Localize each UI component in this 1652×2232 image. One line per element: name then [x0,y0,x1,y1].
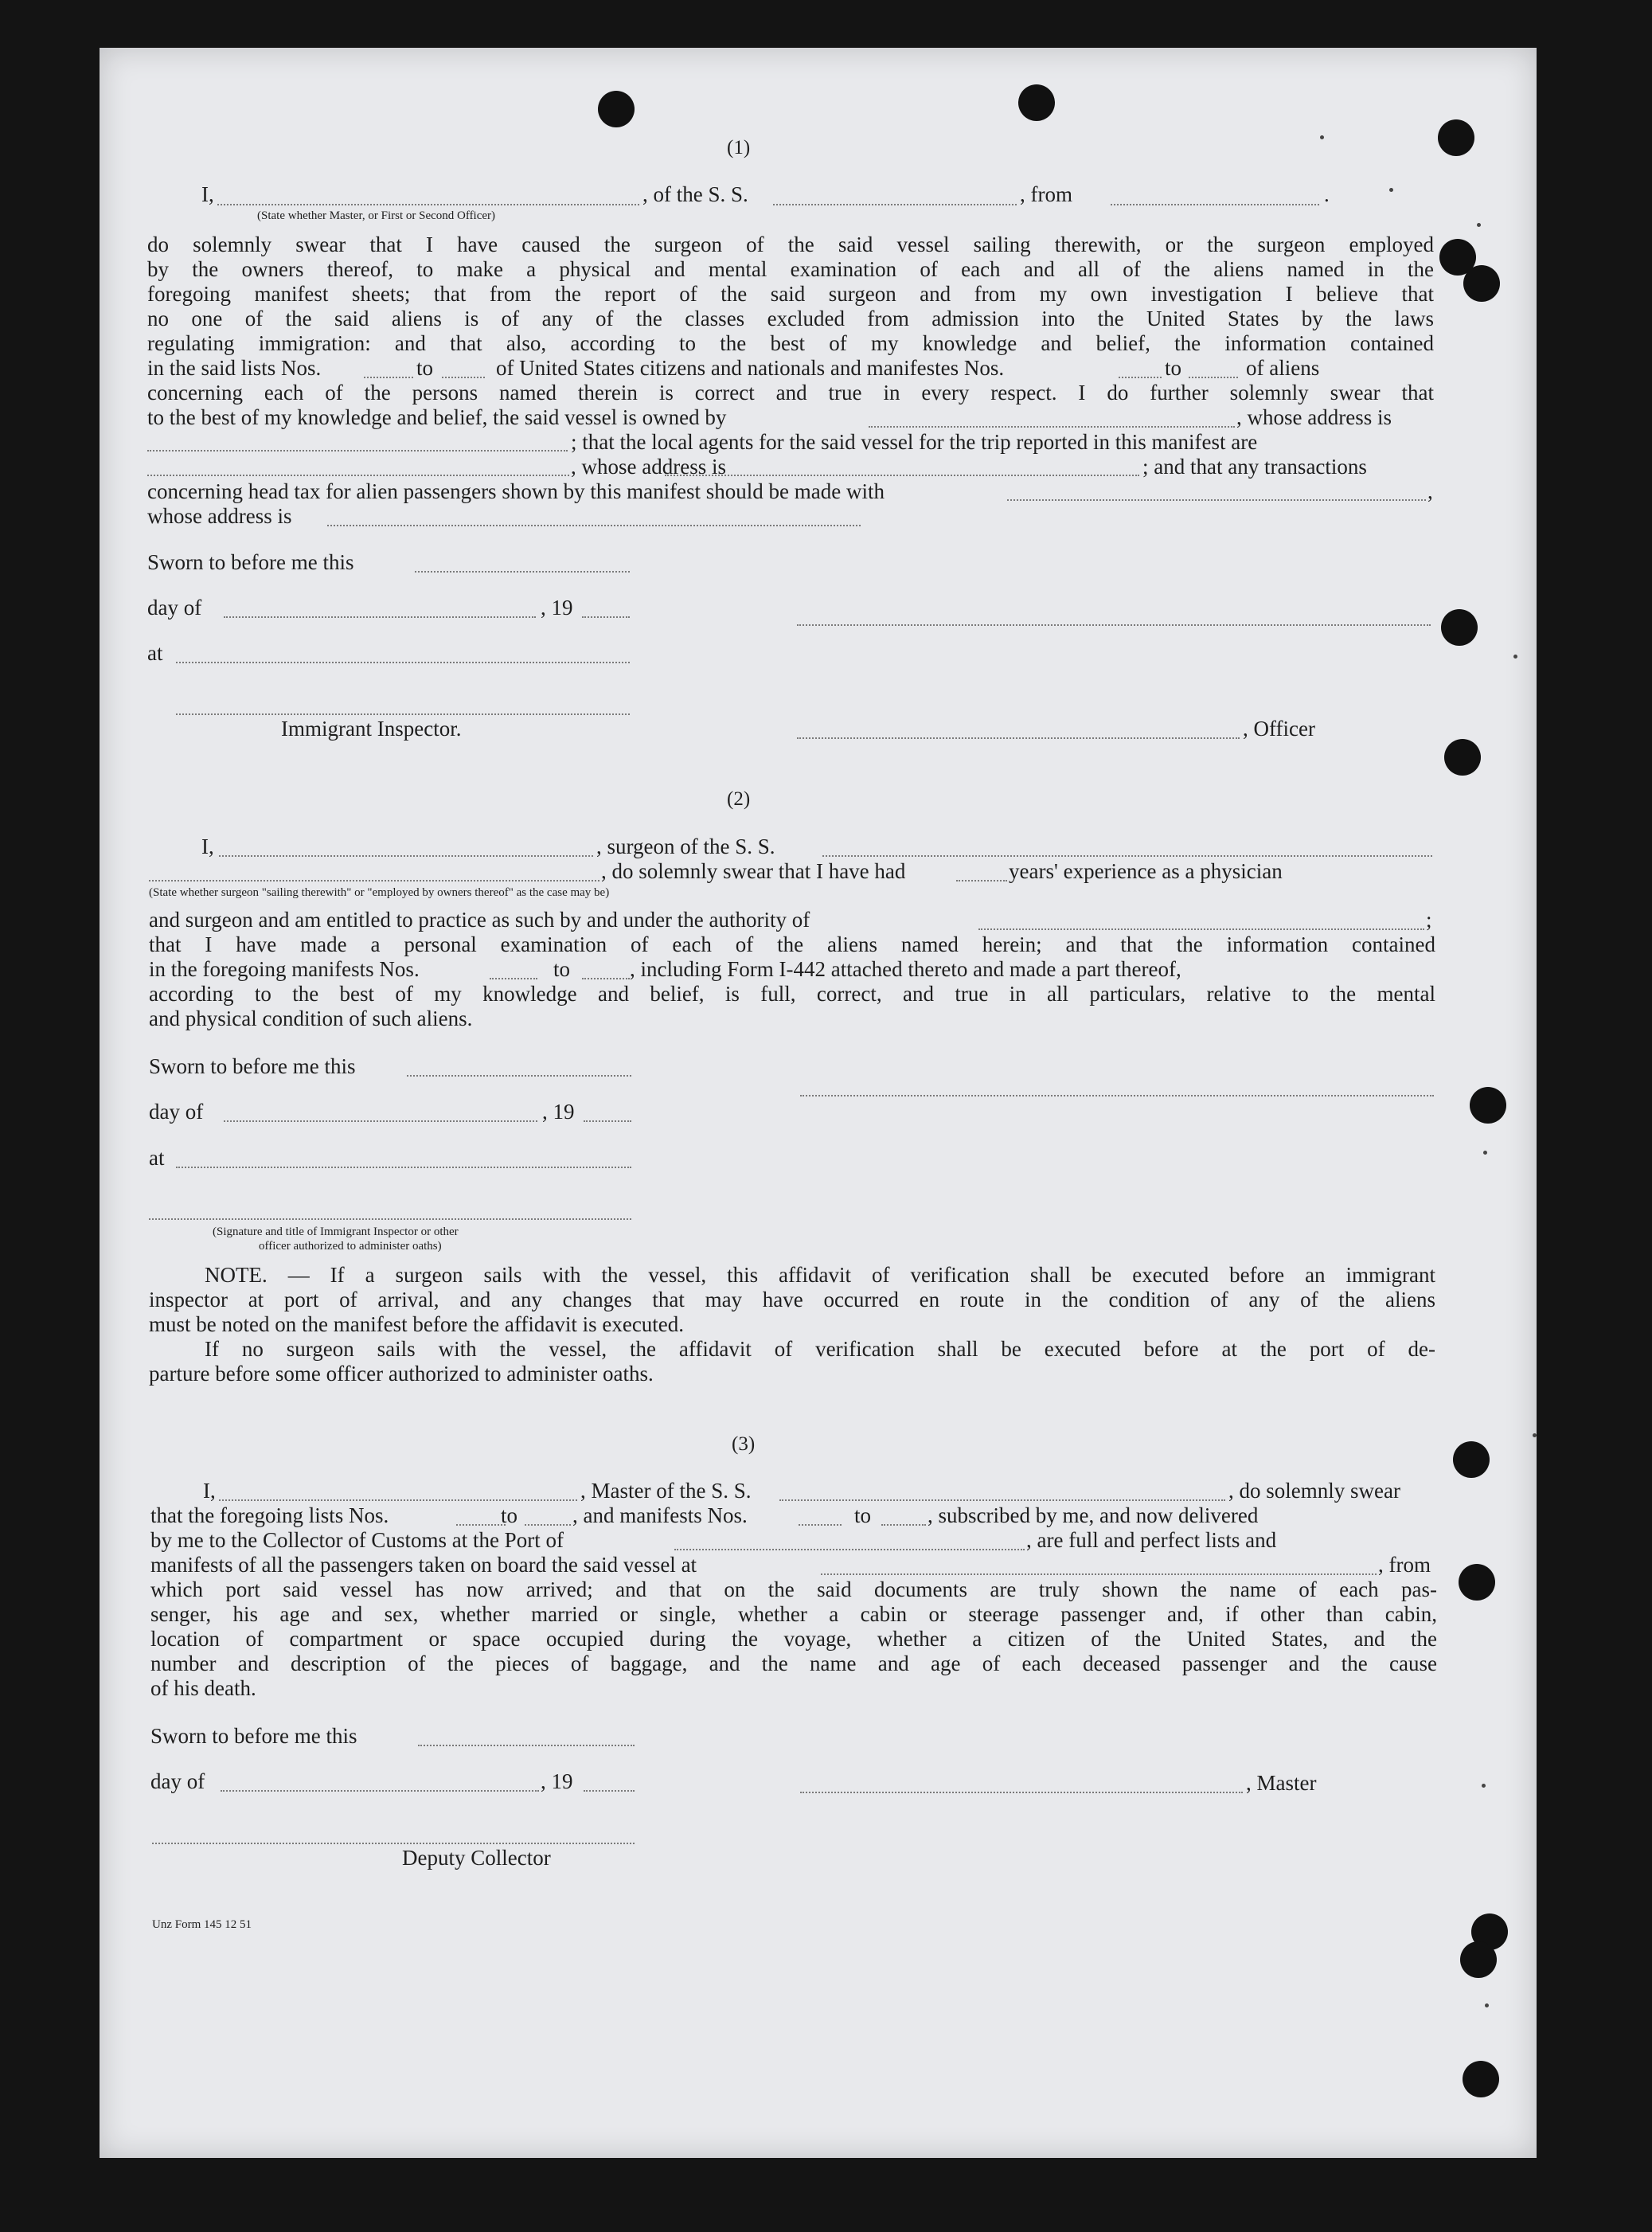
section-3-lists-to-field[interactable] [525,1524,571,1526]
lists-to-label: to [416,356,434,380]
manifests-to-field[interactable] [1189,377,1238,378]
owned-by-label: to the best of my knowledge and belief, the said vessel is owned by [147,405,727,429]
year-label-2: , 19 [542,1100,575,1124]
punch-hole [1470,1087,1506,1124]
section-3-lists-from-field[interactable] [456,1524,506,1526]
punch-hole [1018,84,1055,121]
form-id: Unz Form 145 12 51 [152,1918,252,1931]
sworn-day-field-2[interactable] [407,1075,631,1077]
owner-field[interactable] [869,426,1235,428]
manifests-label: of United States citizens and nationals and manifestes Nos. [496,356,1005,380]
officer-signature-field[interactable] [797,624,1431,626]
section-1-note: (State whether Master, or First or Second Officer) [257,209,496,222]
punch-hole [1444,739,1481,776]
whose-address-label: whose address is [147,504,292,528]
punch-hole [1441,609,1478,646]
section-3-manifests-to-field[interactable] [881,1524,926,1526]
headtax-label: concerning head tax for alien passengers shown by this manifest should be made with [147,479,885,503]
surgeon-ship-field[interactable] [822,855,1432,857]
inspector-signature-field[interactable] [176,713,630,715]
at-label: at [147,641,163,665]
day-of-field-2[interactable] [224,1120,537,1122]
surgeon-manifests-label: in the foregoing manifests Nos. [149,957,420,981]
years-experience-label: years' experience as a physician [1009,859,1283,883]
section-1-period: . [1324,182,1330,206]
ink-speck [1477,223,1481,227]
document-page [100,48,1537,2158]
inspector-label: Immigrant Inspector. [281,717,462,741]
port-field[interactable] [674,1549,1025,1550]
from-label-3: , from [1378,1553,1431,1577]
day-of-field-3[interactable] [221,1790,539,1792]
punch-hole [1463,2061,1499,2097]
at-field[interactable] [176,662,630,663]
ship-name-field[interactable] [773,204,1017,205]
day-of-field[interactable] [224,616,536,618]
day-of-label-2: day of [149,1100,204,1124]
form-i442-label: , including Form I-442 attached thereto and made a part thereof, [630,957,1181,981]
year-label-3: , 19 [541,1769,573,1793]
signature-note-line-2: officer authorized to administer oaths) [259,1240,442,1253]
headtax-address-field[interactable] [327,525,861,526]
section-3-paragraph: which port said vessel has now arrived; and that on the said documents are truly shown the name of each pas- senger, his age and sex, whether married or single, whether a cabin or steerage passenger and, if other than cabin, location of compartment or space occupied during the voyage, whether a citizen of the United States, and the number and description of the pieces of baggage, and the name and age of each deceased passenger and the cause of his death. [150,1577,1437,1700]
punch-hole [1438,119,1474,156]
punch-hole [1459,1564,1495,1601]
ink-speck [1482,1784,1486,1788]
authority-semicolon: ; [1426,908,1432,932]
authority-label: and surgeon and am entitled to practice as such by and under the authority of [149,908,810,932]
manifests-to-label: to [1165,356,1182,380]
aliens-label: of aliens [1246,356,1320,380]
at-field-2[interactable] [176,1167,631,1168]
master-label: , Master [1246,1771,1317,1795]
master-signature-field[interactable] [800,1792,1243,1793]
from-port-field[interactable] [1111,204,1319,205]
surgeon-swear-label: , do solemnly swear that I have had [601,859,906,883]
subscribed-label: , subscribed by me, and now delivered [928,1503,1259,1527]
agents-label: ; that the local agents for the said vessel for the trip reported in this manifest are [571,430,1258,454]
master-ship-field[interactable] [779,1499,1225,1501]
port-label: by me to the Collector of Customs at the Port of [150,1528,564,1552]
master-name-field[interactable] [217,204,639,205]
lists-from-field[interactable] [364,377,413,378]
inspector-signature-field-2[interactable] [149,1218,631,1220]
perfect-lists-label: , are full and perfect lists and [1026,1528,1277,1552]
manifests-from-field[interactable] [1119,377,1162,378]
punch-hole [1463,265,1500,302]
surgeon-manifests-to-field[interactable] [582,978,630,979]
at-label-2: at [149,1146,165,1170]
day-of-label-3: day of [150,1769,205,1793]
authority-field[interactable] [978,928,1424,930]
years-experience-field[interactable] [956,880,1007,881]
section-2-note: (State whether surgeon "sailing therewith" or "employed by owners thereof" as the case may be) [149,886,610,899]
surgeon-ship-label: , surgeon of the S. S. [596,835,775,858]
section-3-lists-label: that the foregoing lists Nos. [150,1503,389,1527]
section-3-label-i: I, [203,1479,216,1503]
year-field[interactable] [582,616,630,618]
ink-speck [1483,1151,1487,1155]
section-3-manifests-from-field[interactable] [799,1524,842,1526]
note-paragraph-1: NOTE. — If a surgeon sails with the vessel, this affidavit of verification shall be executed before an immigrant inspector at port of arrival, and any changes that may have occurred en route in the condition of any of the aliens must be noted on the manifest before the affidavit is executed. [149,1263,1435,1336]
signature-note-line-1: (Signature and title of Immigrant Inspector or other [213,1225,459,1238]
officer-name-field[interactable] [797,737,1240,739]
agents-address-label: , whose address is [571,455,726,479]
surgeon-status-field[interactable] [149,880,599,881]
section-2-paragraph-2: according to the best of my knowledge and belief, is full, correct, and true in all particulars, relative to the mental and physical condition of such aliens. [149,982,1435,1030]
lists-label: in the said lists Nos. [147,356,322,380]
section-3-manifests-to-label: to [854,1503,872,1527]
section-1-number: (1) [727,137,751,158]
lists-to-field[interactable] [442,377,485,378]
agents-field[interactable] [147,475,569,476]
master-swear-label: , do solemnly swear [1228,1479,1400,1503]
section-3-lists-to-label: to [501,1503,518,1527]
punch-hole [1453,1441,1490,1478]
punch-hole [1460,1941,1497,1978]
section-2-label-i: I, [201,835,214,858]
collector-signature-field[interactable] [152,1843,635,1844]
ink-speck [1320,135,1324,139]
officer-label: , Officer [1243,717,1315,741]
surgeon-manifests-to-label: to [553,957,571,981]
note-paragraph-2: If no surgeon sails with the vessel, the affidavit of verification shall be executed before at the port of de- parture before some officer authorized to administer oaths. [149,1337,1435,1386]
day-of-label: day of [147,596,202,620]
section-3-number: (3) [732,1433,756,1455]
year-field-2[interactable] [584,1120,631,1122]
headtax-comma: , [1427,479,1433,503]
vessel-at-label: manifests of all the passengers taken on board the said vessel at [150,1553,697,1577]
year-label: , 19 [541,596,573,620]
section-1-line-concerning: concerning each of the persons named therein is correct and true in every respect. I do further solemnly swear that [147,381,1434,405]
section-2-paragraph-1: that I have made a personal examination of each of the aliens named herein; and that the information contained [149,932,1435,956]
ink-speck [1485,2003,1489,2007]
headtax-field[interactable] [1007,499,1426,501]
transactions-label: ; and that any transactions [1142,455,1367,479]
section-3-manifests-label: , and manifests Nos. [572,1503,748,1527]
embark-port-field[interactable] [821,1573,1377,1575]
ink-speck [1513,655,1517,659]
section-1-label-ship: , of the S. S. [642,182,748,206]
year-field-3[interactable] [584,1790,635,1792]
section-1-label-i: I, [201,182,214,206]
sworn-label-2: Sworn to before me this [149,1054,356,1078]
section-1-label-from: , from [1020,182,1072,206]
ink-speck [1389,188,1393,192]
surgeon-manifests-from-field[interactable] [490,978,537,979]
punch-hole [598,91,635,127]
agents-address-field[interactable] [665,475,1139,476]
sworn-label: Sworn to before me this [147,550,354,574]
section-1-paragraph: do solemnly swear that I have caused the surgeon of the said vessel sailing therewith, or the surgeon employed by the owners thereof, to make a physical and mental examination of each and all of the aliens named in the foregoing manifest sheets; that from the report of the said surgeon and from my own investigation I believe that no one of the said aliens is of any of the classes excluded from admission into the United States by the laws regulating immigration: and that also, according to the best of my knowledge and belief, the information contained [147,233,1434,355]
surgeon-name-field[interactable] [219,855,593,857]
sworn-day-field-3[interactable] [418,1745,635,1746]
owner-address-label: , whose address is [1236,405,1392,429]
master-name-field-3[interactable] [219,1499,577,1501]
ink-speck [1533,1433,1537,1437]
owner-address-field[interactable] [147,450,568,451]
surgeon-signature-field[interactable] [800,1095,1434,1096]
master-ship-label: , Master of the S. S. [580,1479,752,1503]
section-2-number: (2) [727,788,751,810]
sworn-label-3: Sworn to before me this [150,1724,357,1748]
sworn-day-field[interactable] [415,571,630,573]
deputy-collector-label: Deputy Collector [402,1846,551,1870]
